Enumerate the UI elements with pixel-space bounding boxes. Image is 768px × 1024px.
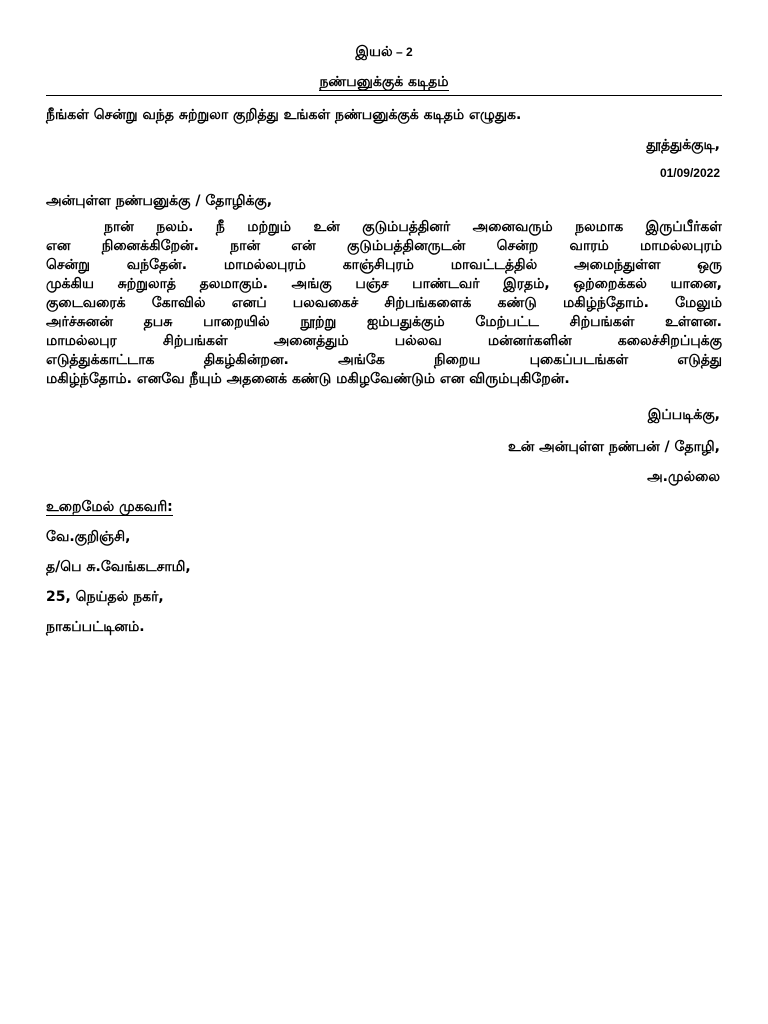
letter-heading (0, 72, 768, 92)
address-title-colon: : (167, 499, 173, 515)
body-line: முக்கிய சுற்றுலாத் தலமாகும். அங்கு பஞ்ச பாண்டவர் இரதம், ஒற்றைக்கல் யானை, (46, 276, 722, 292)
body-line: மாமல்லபுர சிற்பங்கள் அனைத்தும் பல்லவ மன்னர்களின் கலைச்சிறப்புக்கு (46, 333, 722, 349)
address-line: வே.குறிஞ்சி, (46, 529, 131, 545)
body-line: அர்ச்சுனன் தபசு பாறையில் நூற்று ஐம்பதுக்கும் மேற்பட்ட சிற்பங்கள் உள்ளன. (46, 314, 722, 330)
letter-greeting: அன்புள்ள நண்பனுக்கு / தோழிக்கு, (46, 193, 273, 209)
address-line: 25, நெய்தல் நகர், (46, 589, 164, 605)
letter-closing: இப்படிக்கு, (647, 407, 720, 423)
body-line: நான் நலம். நீ மற்றும் உன் குடும்பத்தினர் அனைவரும் நலமாக இருப்பீர்கள் (104, 219, 722, 235)
signature-name: அ.முல்லை (647, 469, 720, 485)
address-line: த/பெ சு.வேங்கடசாமி, (46, 559, 191, 575)
body-line: என நினைக்கிறேன். நான் என் குடும்பத்தினருடன் சென்ற வாரம் மாமல்லபுரம் (46, 238, 722, 254)
body-line: சென்று வந்தேன். மாமல்லபுரம் காஞ்சிபுரம் மாவட்டத்தில் அமைந்துள்ள ஒரு (46, 257, 722, 273)
body-line: குடைவரைக் கோவில் எனப் பலவகைச் சிற்பங்களைக் கண்டு மகிழ்ந்தோம். மேலும் (46, 295, 722, 311)
heading-divider (46, 95, 722, 96)
address-line: நாகப்பட்டினம். (46, 619, 145, 635)
body-line: மகிழ்ந்தோம். எனவே நீயும் அதனைக் கண்டு மகிழவேண்டும் என விரும்புகிறேன். (46, 371, 570, 387)
letter-date: 01/09/2022 (659, 166, 720, 180)
chapter-title (0, 42, 768, 62)
chapter-number: – 2 (392, 45, 413, 59)
letter-heading-text: நண்பனுக்குக் கடிதம் (319, 74, 449, 90)
address-title (46, 496, 173, 518)
address-title-text: உறைமேல் முகவரி (46, 499, 168, 515)
letter-place: தூத்துக்குடி, (646, 137, 720, 153)
letter-body (46, 218, 722, 389)
chapter-label: இயல் (355, 44, 393, 60)
question-text: நீங்கள் சென்று வந்த சுற்றுலா குறித்து உங்கள் நண்பனுக்குக் கடிதம் எழுதுக. (46, 107, 522, 123)
body-line: எடுத்துக்காட்டாக திகழ்கின்றன. அங்கே நிறைய புகைப்படங்கள் எடுத்து (46, 352, 722, 368)
letter-signoff: உன் அன்புள்ள நண்பன் / தோழி, (508, 439, 720, 455)
